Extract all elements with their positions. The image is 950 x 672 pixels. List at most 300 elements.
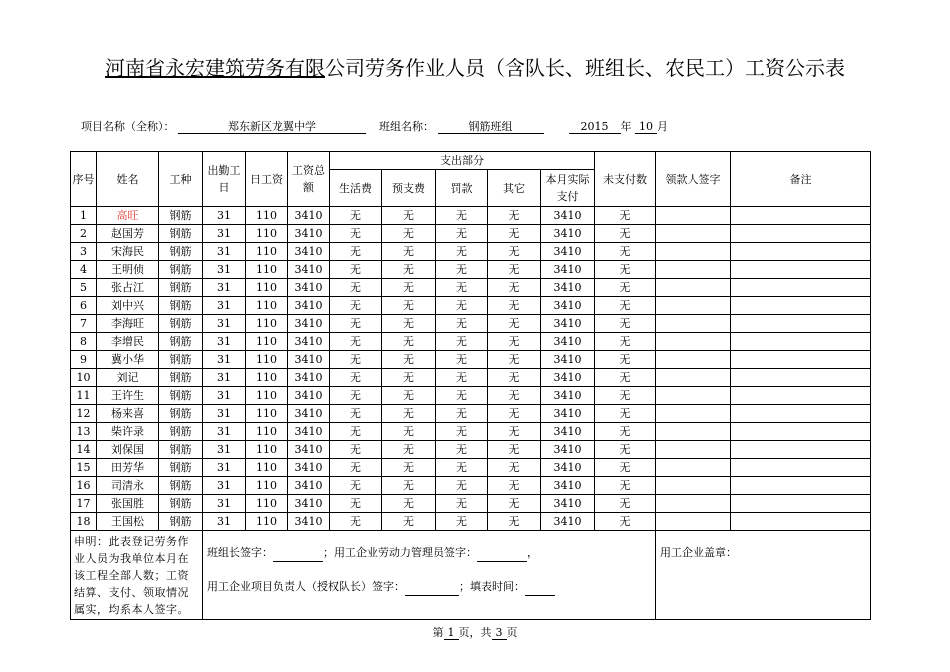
- table-row: [71, 243, 871, 261]
- cell-days: 31: [203, 369, 246, 387]
- cell-total: 3410: [288, 513, 330, 531]
- cell-total: 3410: [288, 225, 330, 243]
- cell-living: 无: [330, 279, 382, 297]
- cell-days: 31: [203, 477, 246, 495]
- cell-actual: 3410: [541, 225, 595, 243]
- cell-name: 王明侦: [97, 261, 159, 279]
- cell-unpaid: 无: [595, 261, 656, 279]
- cell-advance: 无: [382, 315, 436, 333]
- table-row: [71, 387, 871, 405]
- cell-remarks: [731, 261, 871, 279]
- cell-daily: 110: [246, 261, 288, 279]
- cell-days: 31: [203, 387, 246, 405]
- signature-block: [203, 531, 656, 620]
- cell-total: 3410: [288, 405, 330, 423]
- cell-days: 31: [203, 243, 246, 261]
- fill-time-label: ；填表时间：: [459, 580, 525, 593]
- cell-other: 无: [488, 423, 541, 441]
- cell-days: 31: [203, 513, 246, 531]
- cell-advance: 无: [382, 387, 436, 405]
- cell-signature: [656, 315, 731, 333]
- header-row-1: [71, 152, 871, 170]
- cell-advance: 无: [382, 513, 436, 531]
- cell-name: 高旺: [97, 207, 159, 225]
- cell-trade: 钢筋: [159, 315, 203, 333]
- cell-advance: 无: [382, 333, 436, 351]
- cell-signature: [656, 369, 731, 387]
- col-trade: 工种: [159, 152, 203, 207]
- cell-days: 31: [203, 279, 246, 297]
- company-seal-label: 用工企业盖章：: [660, 546, 737, 559]
- cell-trade: 钢筋: [159, 459, 203, 477]
- cell-name: 田芳华: [97, 459, 159, 477]
- cell-trade: 钢筋: [159, 405, 203, 423]
- cell-actual: 3410: [541, 369, 595, 387]
- cell-fine: 无: [436, 387, 488, 405]
- cell-days: 31: [203, 459, 246, 477]
- cell-seq: 9: [71, 351, 97, 369]
- cell-living: 无: [330, 243, 382, 261]
- cell-advance: 无: [382, 297, 436, 315]
- cell-actual: 3410: [541, 459, 595, 477]
- cell-advance: 无: [382, 279, 436, 297]
- cell-name: 杨来喜: [97, 405, 159, 423]
- cell-living: 无: [330, 459, 382, 477]
- cell-living: 无: [330, 333, 382, 351]
- cell-trade: 钢筋: [159, 513, 203, 531]
- cell-other: 无: [488, 405, 541, 423]
- cell-fine: 无: [436, 243, 488, 261]
- cell-seq: 18: [71, 513, 97, 531]
- cell-total: 3410: [288, 279, 330, 297]
- team-value: 钢筋班组: [438, 120, 544, 134]
- team-leader-sig-blank: [273, 545, 323, 562]
- cell-signature: [656, 387, 731, 405]
- cell-fine: 无: [436, 225, 488, 243]
- cell-actual: 3410: [541, 279, 595, 297]
- pager-suffix: 页: [506, 626, 518, 639]
- cell-actual: 3410: [541, 243, 595, 261]
- cell-signature: [656, 225, 731, 243]
- declaration: 申明：此表登记劳务作业人员为我单位本月在该工程全部人数；工资结算、支付、领取情况属实，均系本人签字。: [71, 531, 203, 620]
- cell-trade: 钢筋: [159, 423, 203, 441]
- cell-daily: 110: [246, 477, 288, 495]
- cell-total: 3410: [288, 315, 330, 333]
- cell-trade: 钢筋: [159, 369, 203, 387]
- current-page: 1: [444, 626, 459, 640]
- cell-trade: 钢筋: [159, 333, 203, 351]
- cell-total: 3410: [288, 459, 330, 477]
- cell-fine: 无: [436, 315, 488, 333]
- cell-other: 无: [488, 441, 541, 459]
- cell-remarks: [731, 387, 871, 405]
- cell-total: 3410: [288, 369, 330, 387]
- project-head-sig-blank: [405, 579, 459, 596]
- cell-unpaid: 无: [595, 387, 656, 405]
- cell-daily: 110: [246, 459, 288, 477]
- cell-seq: 13: [71, 423, 97, 441]
- cell-name: 刘保国: [97, 441, 159, 459]
- cell-remarks: [731, 225, 871, 243]
- cell-signature: [656, 477, 731, 495]
- cell-remarks: [731, 369, 871, 387]
- cell-advance: 无: [382, 441, 436, 459]
- cell-name: 刘中兴: [97, 297, 159, 315]
- table-row: [71, 351, 871, 369]
- cell-trade: 钢筋: [159, 477, 203, 495]
- cell-fine: 无: [436, 441, 488, 459]
- cell-living: 无: [330, 513, 382, 531]
- cell-total: 3410: [288, 333, 330, 351]
- cell-seq: 5: [71, 279, 97, 297]
- cell-living: 无: [330, 405, 382, 423]
- cell-trade: 钢筋: [159, 243, 203, 261]
- cell-living: 无: [330, 369, 382, 387]
- cell-other: 无: [488, 369, 541, 387]
- col-unpaid: 未支付数: [595, 152, 656, 207]
- cell-unpaid: 无: [595, 297, 656, 315]
- labor-manager-sig-label: ；用工企业劳动力管理员签字：: [323, 546, 477, 559]
- col-advance: 预支费: [382, 170, 436, 207]
- table-row: [71, 261, 871, 279]
- cell-actual: 3410: [541, 297, 595, 315]
- project-info-line: [81, 118, 668, 134]
- table-row: [71, 477, 871, 495]
- cell-daily: 110: [246, 369, 288, 387]
- cell-other: 无: [488, 333, 541, 351]
- cell-days: 31: [203, 351, 246, 369]
- cell-fine: 无: [436, 369, 488, 387]
- cell-remarks: [731, 315, 871, 333]
- cell-other: 无: [488, 351, 541, 369]
- col-remarks: 备注: [731, 152, 871, 207]
- cell-days: 31: [203, 441, 246, 459]
- table-row: [71, 495, 871, 513]
- cell-fine: 无: [436, 405, 488, 423]
- cell-fine: 无: [436, 351, 488, 369]
- cell-total: 3410: [288, 387, 330, 405]
- cell-living: 无: [330, 351, 382, 369]
- cell-days: 31: [203, 225, 246, 243]
- cell-advance: 无: [382, 243, 436, 261]
- cell-remarks: [731, 513, 871, 531]
- sig-line-2: [207, 579, 651, 596]
- cell-trade: 钢筋: [159, 225, 203, 243]
- cell-remarks: [731, 477, 871, 495]
- cell-name: 王许生: [97, 387, 159, 405]
- cell-trade: 钢筋: [159, 279, 203, 297]
- col-living: 生活费: [330, 170, 382, 207]
- cell-living: 无: [330, 495, 382, 513]
- month-value: 10: [635, 120, 657, 134]
- cell-name: 刘记: [97, 369, 159, 387]
- footer-row: [71, 531, 871, 620]
- cell-fine: 无: [436, 495, 488, 513]
- table-row: [71, 513, 871, 531]
- cell-signature: [656, 495, 731, 513]
- sig-line-1: [207, 545, 651, 562]
- cell-name: 赵国芳: [97, 225, 159, 243]
- cell-remarks: [731, 441, 871, 459]
- cell-name: 冀小华: [97, 351, 159, 369]
- cell-advance: 无: [382, 495, 436, 513]
- cell-unpaid: 无: [595, 477, 656, 495]
- cell-unpaid: 无: [595, 225, 656, 243]
- col-days: 出勤工日: [203, 152, 246, 207]
- cell-other: 无: [488, 477, 541, 495]
- cell-actual: 3410: [541, 441, 595, 459]
- cell-name: 宋海民: [97, 243, 159, 261]
- cell-trade: 钢筋: [159, 261, 203, 279]
- cell-total: 3410: [288, 477, 330, 495]
- cell-unpaid: 无: [595, 333, 656, 351]
- title-rest: 公司劳务作业人员（含队长、班组长、农民工）工资公示表: [325, 56, 845, 80]
- team-label: 班组名称：: [379, 120, 434, 133]
- cell-signature: [656, 441, 731, 459]
- cell-daily: 110: [246, 513, 288, 531]
- table-row: [71, 423, 871, 441]
- cell-total: 3410: [288, 423, 330, 441]
- cell-other: 无: [488, 207, 541, 225]
- cell-unpaid: 无: [595, 351, 656, 369]
- cell-total: 3410: [288, 351, 330, 369]
- table-row: [71, 369, 871, 387]
- cell-unpaid: 无: [595, 207, 656, 225]
- cell-actual: 3410: [541, 207, 595, 225]
- cell-unpaid: 无: [595, 495, 656, 513]
- seal-block: [656, 531, 871, 620]
- col-daily-wage: 日工资: [246, 152, 288, 207]
- col-name: 姓名: [97, 152, 159, 207]
- cell-total: 3410: [288, 297, 330, 315]
- cell-seq: 14: [71, 441, 97, 459]
- cell-days: 31: [203, 333, 246, 351]
- cell-name: 张国胜: [97, 495, 159, 513]
- labor-manager-end: ，: [527, 546, 538, 559]
- cell-signature: [656, 279, 731, 297]
- cell-trade: 钢筋: [159, 387, 203, 405]
- team-leader-sig-label: 班组长签字：: [207, 546, 273, 559]
- cell-living: 无: [330, 207, 382, 225]
- table-row: [71, 225, 871, 243]
- cell-actual: 3410: [541, 333, 595, 351]
- cell-seq: 15: [71, 459, 97, 477]
- cell-other: 无: [488, 495, 541, 513]
- cell-name: 张占江: [97, 279, 159, 297]
- cell-unpaid: 无: [595, 243, 656, 261]
- cell-living: 无: [330, 315, 382, 333]
- cell-daily: 110: [246, 243, 288, 261]
- cell-seq: 17: [71, 495, 97, 513]
- cell-remarks: [731, 333, 871, 351]
- cell-actual: 3410: [541, 387, 595, 405]
- cell-advance: 无: [382, 261, 436, 279]
- cell-trade: 钢筋: [159, 297, 203, 315]
- cell-unpaid: 无: [595, 441, 656, 459]
- cell-actual: 3410: [541, 405, 595, 423]
- cell-seq: 8: [71, 333, 97, 351]
- cell-unpaid: 无: [595, 405, 656, 423]
- project-label: 项目名称（全称）：: [81, 120, 175, 133]
- table-row: [71, 459, 871, 477]
- cell-seq: 1: [71, 207, 97, 225]
- cell-other: 无: [488, 459, 541, 477]
- cell-seq: 11: [71, 387, 97, 405]
- cell-living: 无: [330, 297, 382, 315]
- cell-daily: 110: [246, 423, 288, 441]
- table-row: [71, 441, 871, 459]
- cell-signature: [656, 423, 731, 441]
- cell-total: 3410: [288, 207, 330, 225]
- cell-unpaid: 无: [595, 513, 656, 531]
- cell-trade: 钢筋: [159, 207, 203, 225]
- cell-total: 3410: [288, 261, 330, 279]
- col-total-wage: 工资总额: [288, 152, 330, 207]
- cell-daily: 110: [246, 297, 288, 315]
- col-seq: 序号: [71, 152, 97, 207]
- cell-name: 李增民: [97, 333, 159, 351]
- company-name: 河南省永宏建筑劳务有限: [105, 56, 325, 80]
- cell-remarks: [731, 243, 871, 261]
- cell-name: 李海旺: [97, 315, 159, 333]
- cell-advance: 无: [382, 351, 436, 369]
- cell-seq: 7: [71, 315, 97, 333]
- table-row: [71, 297, 871, 315]
- cell-fine: 无: [436, 279, 488, 297]
- cell-unpaid: 无: [595, 369, 656, 387]
- cell-signature: [656, 297, 731, 315]
- cell-actual: 3410: [541, 351, 595, 369]
- cell-daily: 110: [246, 387, 288, 405]
- cell-remarks: [731, 207, 871, 225]
- cell-seq: 4: [71, 261, 97, 279]
- project-head-sig-label: 用工企业项目负责人（授权队长）签字：: [207, 580, 405, 593]
- cell-daily: 110: [246, 405, 288, 423]
- cell-seq: 12: [71, 405, 97, 423]
- cell-name: 柴许录: [97, 423, 159, 441]
- cell-days: 31: [203, 495, 246, 513]
- cell-actual: 3410: [541, 315, 595, 333]
- cell-days: 31: [203, 261, 246, 279]
- cell-remarks: [731, 495, 871, 513]
- cell-total: 3410: [288, 441, 330, 459]
- cell-trade: 钢筋: [159, 351, 203, 369]
- table-row: [71, 207, 871, 225]
- cell-other: 无: [488, 243, 541, 261]
- page-title: [0, 52, 950, 81]
- cell-remarks: [731, 297, 871, 315]
- cell-advance: 无: [382, 369, 436, 387]
- cell-daily: 110: [246, 279, 288, 297]
- year-unit: 年: [620, 120, 632, 133]
- cell-unpaid: 无: [595, 423, 656, 441]
- year-value: 2015: [569, 120, 621, 134]
- cell-unpaid: 无: [595, 315, 656, 333]
- cell-signature: [656, 261, 731, 279]
- cell-name: 王国松: [97, 513, 159, 531]
- cell-daily: 110: [246, 315, 288, 333]
- table-row: [71, 405, 871, 423]
- cell-other: 无: [488, 513, 541, 531]
- cell-advance: 无: [382, 207, 436, 225]
- cell-days: 31: [203, 297, 246, 315]
- cell-trade: 钢筋: [159, 441, 203, 459]
- cell-fine: 无: [436, 297, 488, 315]
- cell-actual: 3410: [541, 495, 595, 513]
- cell-fine: 无: [436, 477, 488, 495]
- cell-seq: 10: [71, 369, 97, 387]
- cell-remarks: [731, 423, 871, 441]
- wage-table: [70, 151, 871, 620]
- cell-living: 无: [330, 225, 382, 243]
- cell-living: 无: [330, 441, 382, 459]
- cell-signature: [656, 405, 731, 423]
- cell-living: 无: [330, 387, 382, 405]
- cell-fine: 无: [436, 207, 488, 225]
- cell-fine: 无: [436, 459, 488, 477]
- cell-unpaid: 无: [595, 459, 656, 477]
- cell-days: 31: [203, 315, 246, 333]
- cell-total: 3410: [288, 243, 330, 261]
- cell-fine: 无: [436, 333, 488, 351]
- labor-manager-sig-blank: [477, 545, 527, 562]
- col-signature: 领款人签字: [656, 152, 731, 207]
- cell-seq: 16: [71, 477, 97, 495]
- cell-advance: 无: [382, 477, 436, 495]
- cell-remarks: [731, 459, 871, 477]
- cell-other: 无: [488, 297, 541, 315]
- cell-fine: 无: [436, 513, 488, 531]
- cell-signature: [656, 351, 731, 369]
- cell-fine: 无: [436, 423, 488, 441]
- cell-advance: 无: [382, 459, 436, 477]
- cell-actual: 3410: [541, 477, 595, 495]
- cell-advance: 无: [382, 225, 436, 243]
- project-value: 郑东新区龙翼中学: [178, 120, 366, 134]
- cell-daily: 110: [246, 351, 288, 369]
- cell-advance: 无: [382, 405, 436, 423]
- fill-time-blank: [525, 579, 555, 596]
- cell-other: 无: [488, 261, 541, 279]
- col-actual-paid: 本月实际支付: [541, 170, 595, 207]
- cell-living: 无: [330, 477, 382, 495]
- table-row: [71, 279, 871, 297]
- cell-daily: 110: [246, 333, 288, 351]
- cell-signature: [656, 207, 731, 225]
- cell-signature: [656, 243, 731, 261]
- cell-daily: 110: [246, 441, 288, 459]
- cell-days: 31: [203, 405, 246, 423]
- cell-other: 无: [488, 225, 541, 243]
- cell-signature: [656, 333, 731, 351]
- cell-daily: 110: [246, 495, 288, 513]
- cell-days: 31: [203, 423, 246, 441]
- col-fine: 罚款: [436, 170, 488, 207]
- cell-daily: 110: [246, 225, 288, 243]
- cell-other: 无: [488, 387, 541, 405]
- col-expense-group: 支出部分: [330, 152, 595, 170]
- col-other: 其它: [488, 170, 541, 207]
- cell-total: 3410: [288, 495, 330, 513]
- table-row: [71, 315, 871, 333]
- cell-other: 无: [488, 279, 541, 297]
- pagination: [0, 624, 950, 640]
- cell-remarks: [731, 279, 871, 297]
- cell-remarks: [731, 351, 871, 369]
- cell-trade: 钢筋: [159, 495, 203, 513]
- table-row: [71, 333, 871, 351]
- cell-living: 无: [330, 423, 382, 441]
